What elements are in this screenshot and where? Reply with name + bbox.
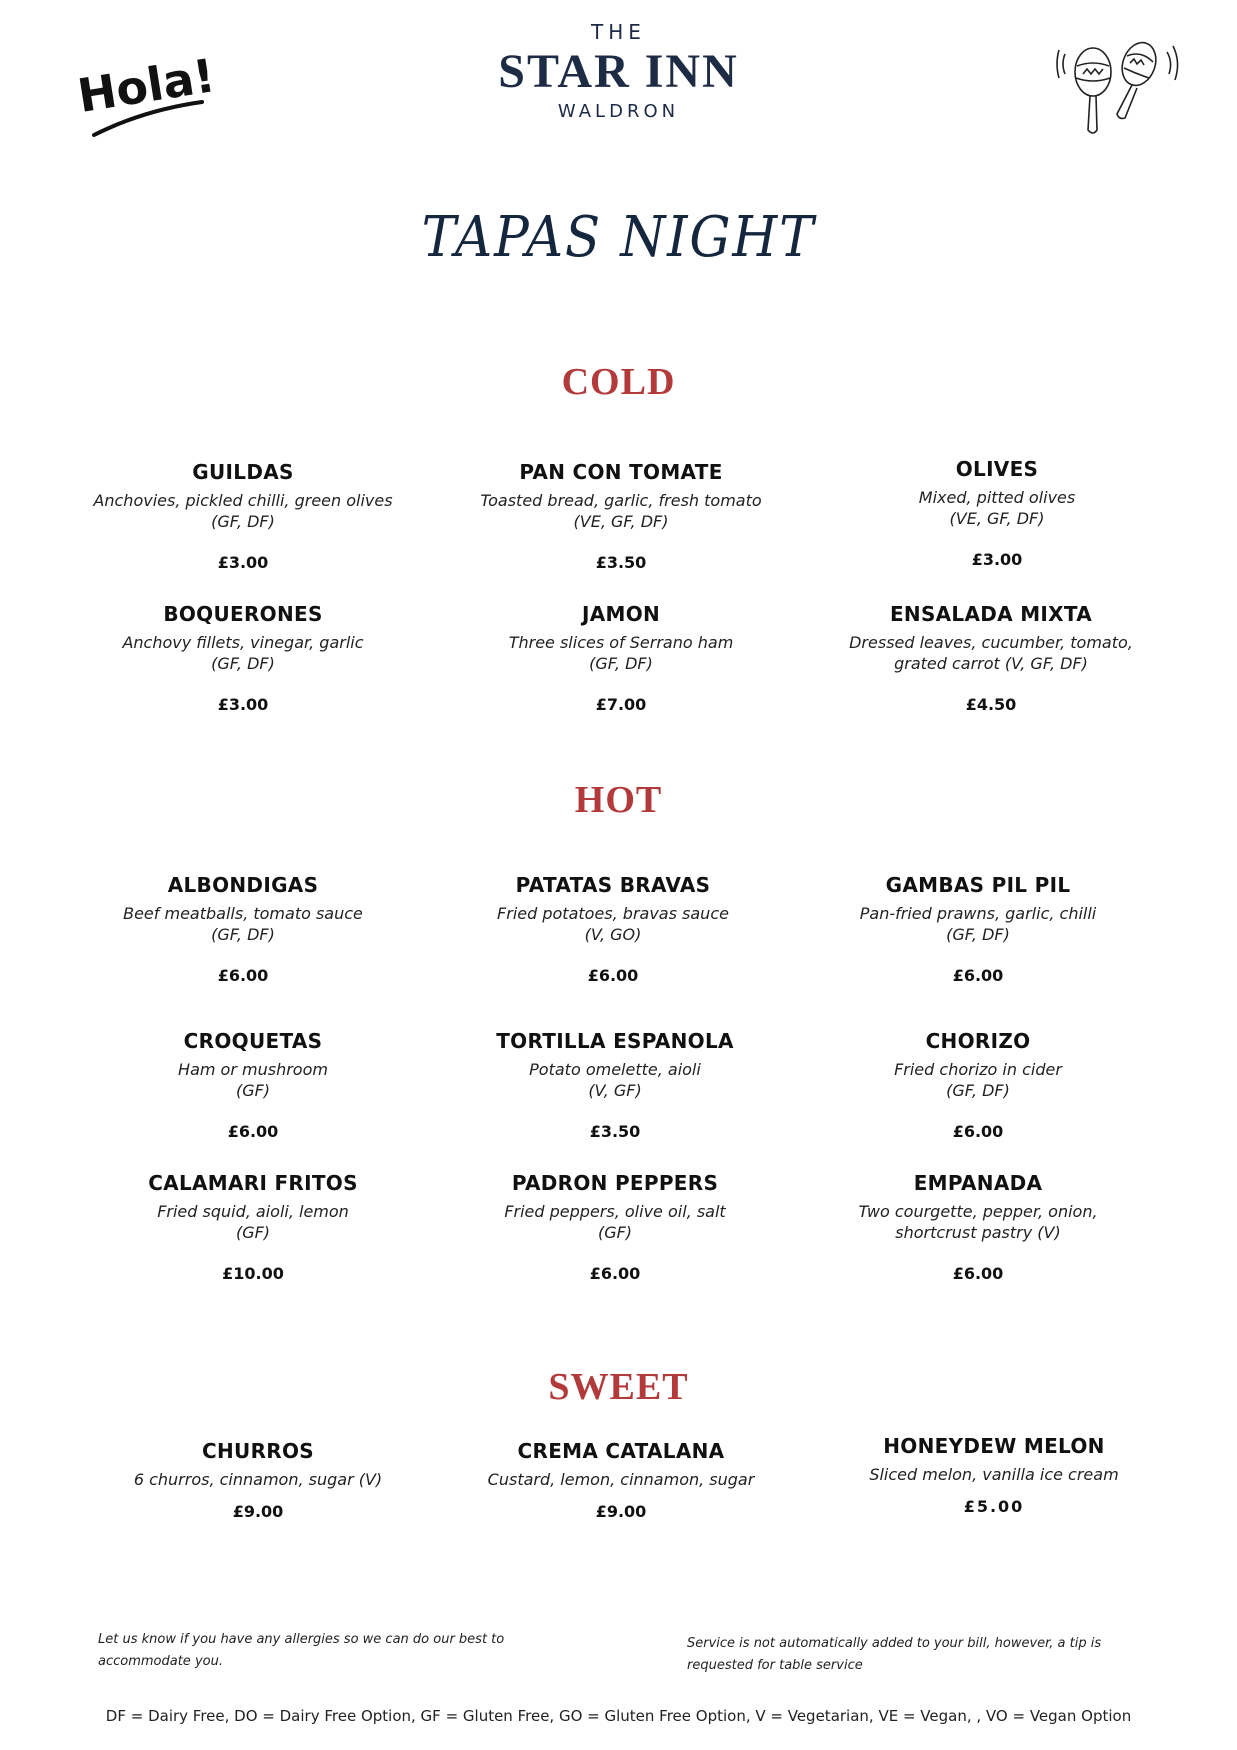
item-name: GAMBAS PIL PIL: [885, 873, 1071, 897]
item-description: Ham or mushroom: [178, 1060, 328, 1079]
menu-item: [451, 1439, 791, 1521]
item-dietary: (V, GO): [584, 925, 642, 944]
item-price: £4.50: [965, 695, 1017, 714]
allergy-note-line1: Let us know if you have any allergies so we can do our best to: [98, 1632, 505, 1647]
menu-item: [808, 1029, 1148, 1141]
item-description: Fried peppers, olive oil, salt: [504, 1202, 726, 1221]
item-price: £6.00: [217, 966, 269, 985]
item-description: Two courgette, pepper, onion,: [858, 1202, 1098, 1221]
maracas-icon: [1055, 30, 1185, 140]
item-name: ENSALADA MIXTA: [889, 602, 1093, 626]
hola-text: Hola!: [74, 48, 219, 124]
item-name: PAN CON TOMATE: [519, 460, 723, 484]
menu-item: [445, 1029, 785, 1141]
item-price: £3.00: [971, 550, 1023, 569]
menu-item: [443, 873, 783, 985]
section-heading-hot: HOT: [574, 779, 663, 821]
menu-item: [73, 602, 413, 714]
item-price: £9.00: [232, 1502, 284, 1521]
item-price: £6.00: [952, 966, 1004, 985]
brand-the: THE: [591, 20, 646, 44]
item-name: CHURROS: [202, 1439, 314, 1463]
item-price: £6.00: [587, 966, 639, 985]
service-note-line2: requested for table service: [687, 1658, 863, 1673]
item-name: HONEYDEW MELON: [883, 1434, 1105, 1458]
item-name: CREMA CATALANA: [517, 1439, 725, 1463]
item-description: Anchovy fillets, vinegar, garlic: [122, 633, 364, 652]
service-note: [687, 1633, 1157, 1677]
item-dietary: (GF, DF): [211, 512, 275, 531]
item-dietary: (GF, DF): [211, 654, 275, 673]
item-price: £6.00: [952, 1264, 1004, 1283]
item-description: Anchovies, pickled chilli, green olives: [93, 491, 393, 510]
item-price: £6.00: [589, 1264, 641, 1283]
menu-item: [821, 602, 1161, 714]
menu-item: [83, 1171, 423, 1283]
menu-item: [808, 1171, 1148, 1283]
service-note-line1: Service is not automatically added to your bill, however, a tip is: [687, 1636, 1102, 1651]
hola-lettering: [74, 40, 234, 150]
item-name: EMPANADA: [913, 1171, 1043, 1195]
item-dietary: (GF): [235, 1223, 271, 1242]
item-dietary: (VE, GF, DF): [949, 509, 1045, 528]
item-name: CALAMARI FRITOS: [148, 1171, 358, 1195]
item-description: 6 churros, cinnamon, sugar (V): [133, 1470, 383, 1489]
brand-name: STAR INN: [498, 45, 739, 98]
item-name: TORTILLA ESPANOLA: [496, 1029, 734, 1053]
item-price: £7.00: [595, 695, 647, 714]
menu-item: [451, 602, 791, 714]
item-dietary: (GF, DF): [589, 654, 653, 673]
item-description: Three slices of Serrano ham: [508, 633, 734, 652]
item-description: Fried squid, aioli, lemon: [157, 1202, 349, 1221]
item-description: Fried chorizo in cider: [894, 1060, 1062, 1079]
item-dietary: shortcrust pastry (V): [895, 1223, 1061, 1242]
item-name: GUILDAS: [192, 460, 294, 484]
item-description: Fried potatoes, bravas sauce: [497, 904, 729, 923]
item-dietary: (GF): [235, 1081, 271, 1100]
item-price: £3.00: [217, 695, 269, 714]
menu-item: [827, 457, 1167, 569]
brand-location: WALDRON: [557, 101, 680, 122]
menu-item: [83, 1029, 423, 1141]
item-description: Sliced melon, vanilla ice cream: [869, 1465, 1119, 1484]
section-heading-sweet: SWEET: [548, 1366, 689, 1408]
item-name: BOQUERONES: [163, 602, 323, 626]
item-price: £3.50: [589, 1122, 641, 1141]
item-name: CHORIZO: [925, 1029, 1031, 1053]
item-price: £9.00: [595, 1502, 647, 1521]
item-name: JAMON: [581, 602, 661, 626]
item-price: £3.50: [595, 553, 647, 572]
dietary-legend: DF = Dairy Free, DO = Dairy Free Option, GF = Gluten Free, GO = Gluten Free Option, V = Vegetarian, VE = Vegan, , VO = Vegan Option: [105, 1707, 1132, 1725]
item-description: Beef meatballs, tomato sauce: [123, 904, 363, 923]
item-price: £6.00: [227, 1122, 279, 1141]
allergy-note-line2: accommodate you.: [98, 1654, 223, 1669]
item-description: Custard, lemon, cinnamon, sugar: [487, 1470, 755, 1489]
menu-item: [808, 873, 1148, 985]
item-name: CROQUETAS: [183, 1029, 323, 1053]
page-title: TAPAS NIGHT: [421, 205, 816, 270]
item-name: ALBONDIGAS: [167, 873, 319, 897]
item-price: £10.00: [222, 1264, 284, 1283]
item-price: £6.00: [952, 1122, 1004, 1141]
menu-item: [73, 460, 413, 572]
item-dietary: (VE, GF, DF): [573, 512, 669, 531]
item-description: Mixed, pitted olives: [918, 488, 1076, 507]
menu-item: [73, 873, 413, 985]
item-dietary: grated carrot (V, GF, DF): [894, 654, 1088, 673]
item-description: Potato omelette, aioli: [529, 1060, 701, 1079]
menu-item: [445, 1171, 785, 1283]
item-dietary: (GF, DF): [211, 925, 275, 944]
item-dietary: (GF, DF): [946, 925, 1010, 944]
allergy-note: [98, 1629, 558, 1673]
item-dietary: (V, GF): [588, 1081, 642, 1100]
item-description: Toasted bread, garlic, fresh tomato: [480, 491, 762, 510]
item-name: OLIVES: [955, 457, 1039, 481]
item-price: £3.00: [217, 553, 269, 572]
item-dietary: (GF, DF): [946, 1081, 1010, 1100]
item-name: PATATAS BRAVAS: [515, 873, 711, 897]
menu-item: [88, 1439, 428, 1521]
section-heading-cold: COLD: [561, 361, 676, 403]
item-name: PADRON PEPPERS: [511, 1171, 719, 1195]
menu-item: [824, 1434, 1164, 1516]
item-dietary: (GF): [597, 1223, 633, 1242]
item-price: £5.00: [963, 1497, 1025, 1516]
item-description: Dressed leaves, cucumber, tomato,: [849, 633, 1133, 652]
menu-item: [451, 460, 791, 572]
item-description: Pan-fried prawns, garlic, chilli: [859, 904, 1097, 923]
